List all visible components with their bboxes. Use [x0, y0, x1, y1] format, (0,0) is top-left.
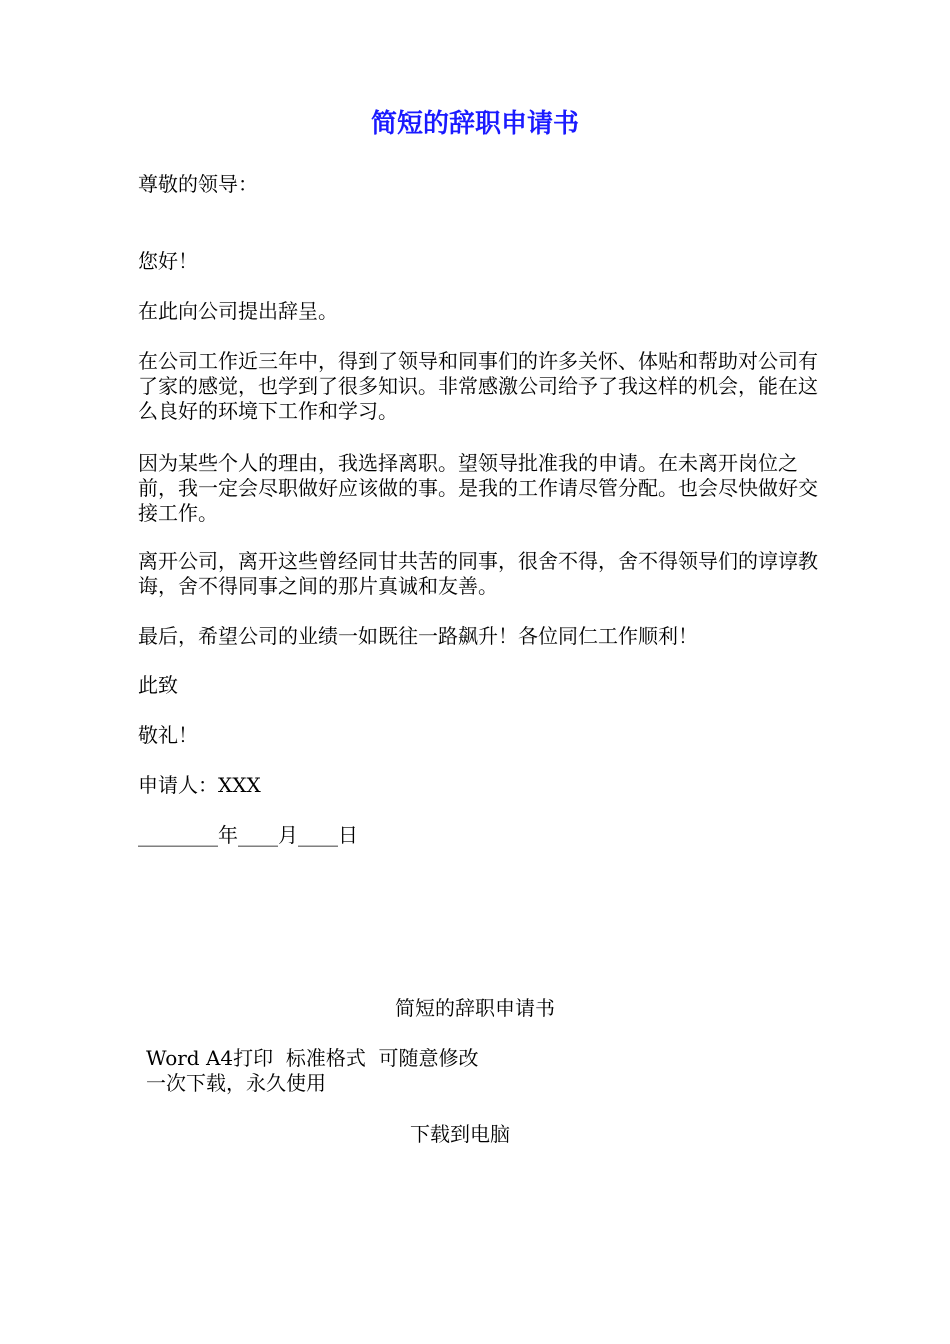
page-title: 简短的辞职申请书 — [370, 109, 579, 139]
footer-title: 简短的辞职申请书 — [395, 996, 555, 1020]
paragraph-2: 在公司工作近三年中，得到了领导和同事们的许多关怀、体贴和帮助对公司有了家的感觉，也学到了很多知识。非常感激公司给予了我这样的机会，能在这么良好的环境下工作和学习。 — [138, 349, 818, 423]
download-to-computer-link[interactable]: 下载到电脑 — [410, 1122, 510, 1146]
paragraph-3: 因为某些个人的理由，我选择离职。望领导批准我的申请。在未离开岗位之前，我一定会尽职做好应该做的事。是我的工作请尽管分配。也会尽快做好交接工作。 — [138, 451, 818, 525]
salutation: 尊敬的领导： — [138, 172, 258, 196]
paragraph-5: 最后，希望公司的业绩一如既往一路飙升！各位同仁工作顺利！ — [138, 624, 698, 648]
footer-tagline: 一次下载，永久使用 — [146, 1071, 326, 1095]
greeting: 您好！ — [138, 249, 198, 273]
date-line: ________年____月____日 — [138, 823, 358, 847]
closing-1: 此致 — [138, 673, 178, 697]
paragraph-1: 在此向公司提出辞呈。 — [138, 299, 338, 323]
paragraph-4: 离开公司，离开这些曾经同甘共苦的同事，很舍不得，舍不得领导们的谆谆教诲，舍不得同事之间的那片真诚和友善。 — [138, 549, 818, 598]
footer-features: Word A4打印 标准格式 可随意修改 — [146, 1046, 479, 1070]
closing-2: 敬礼！ — [138, 723, 198, 747]
applicant-line: 申请人：XXX — [138, 773, 261, 797]
